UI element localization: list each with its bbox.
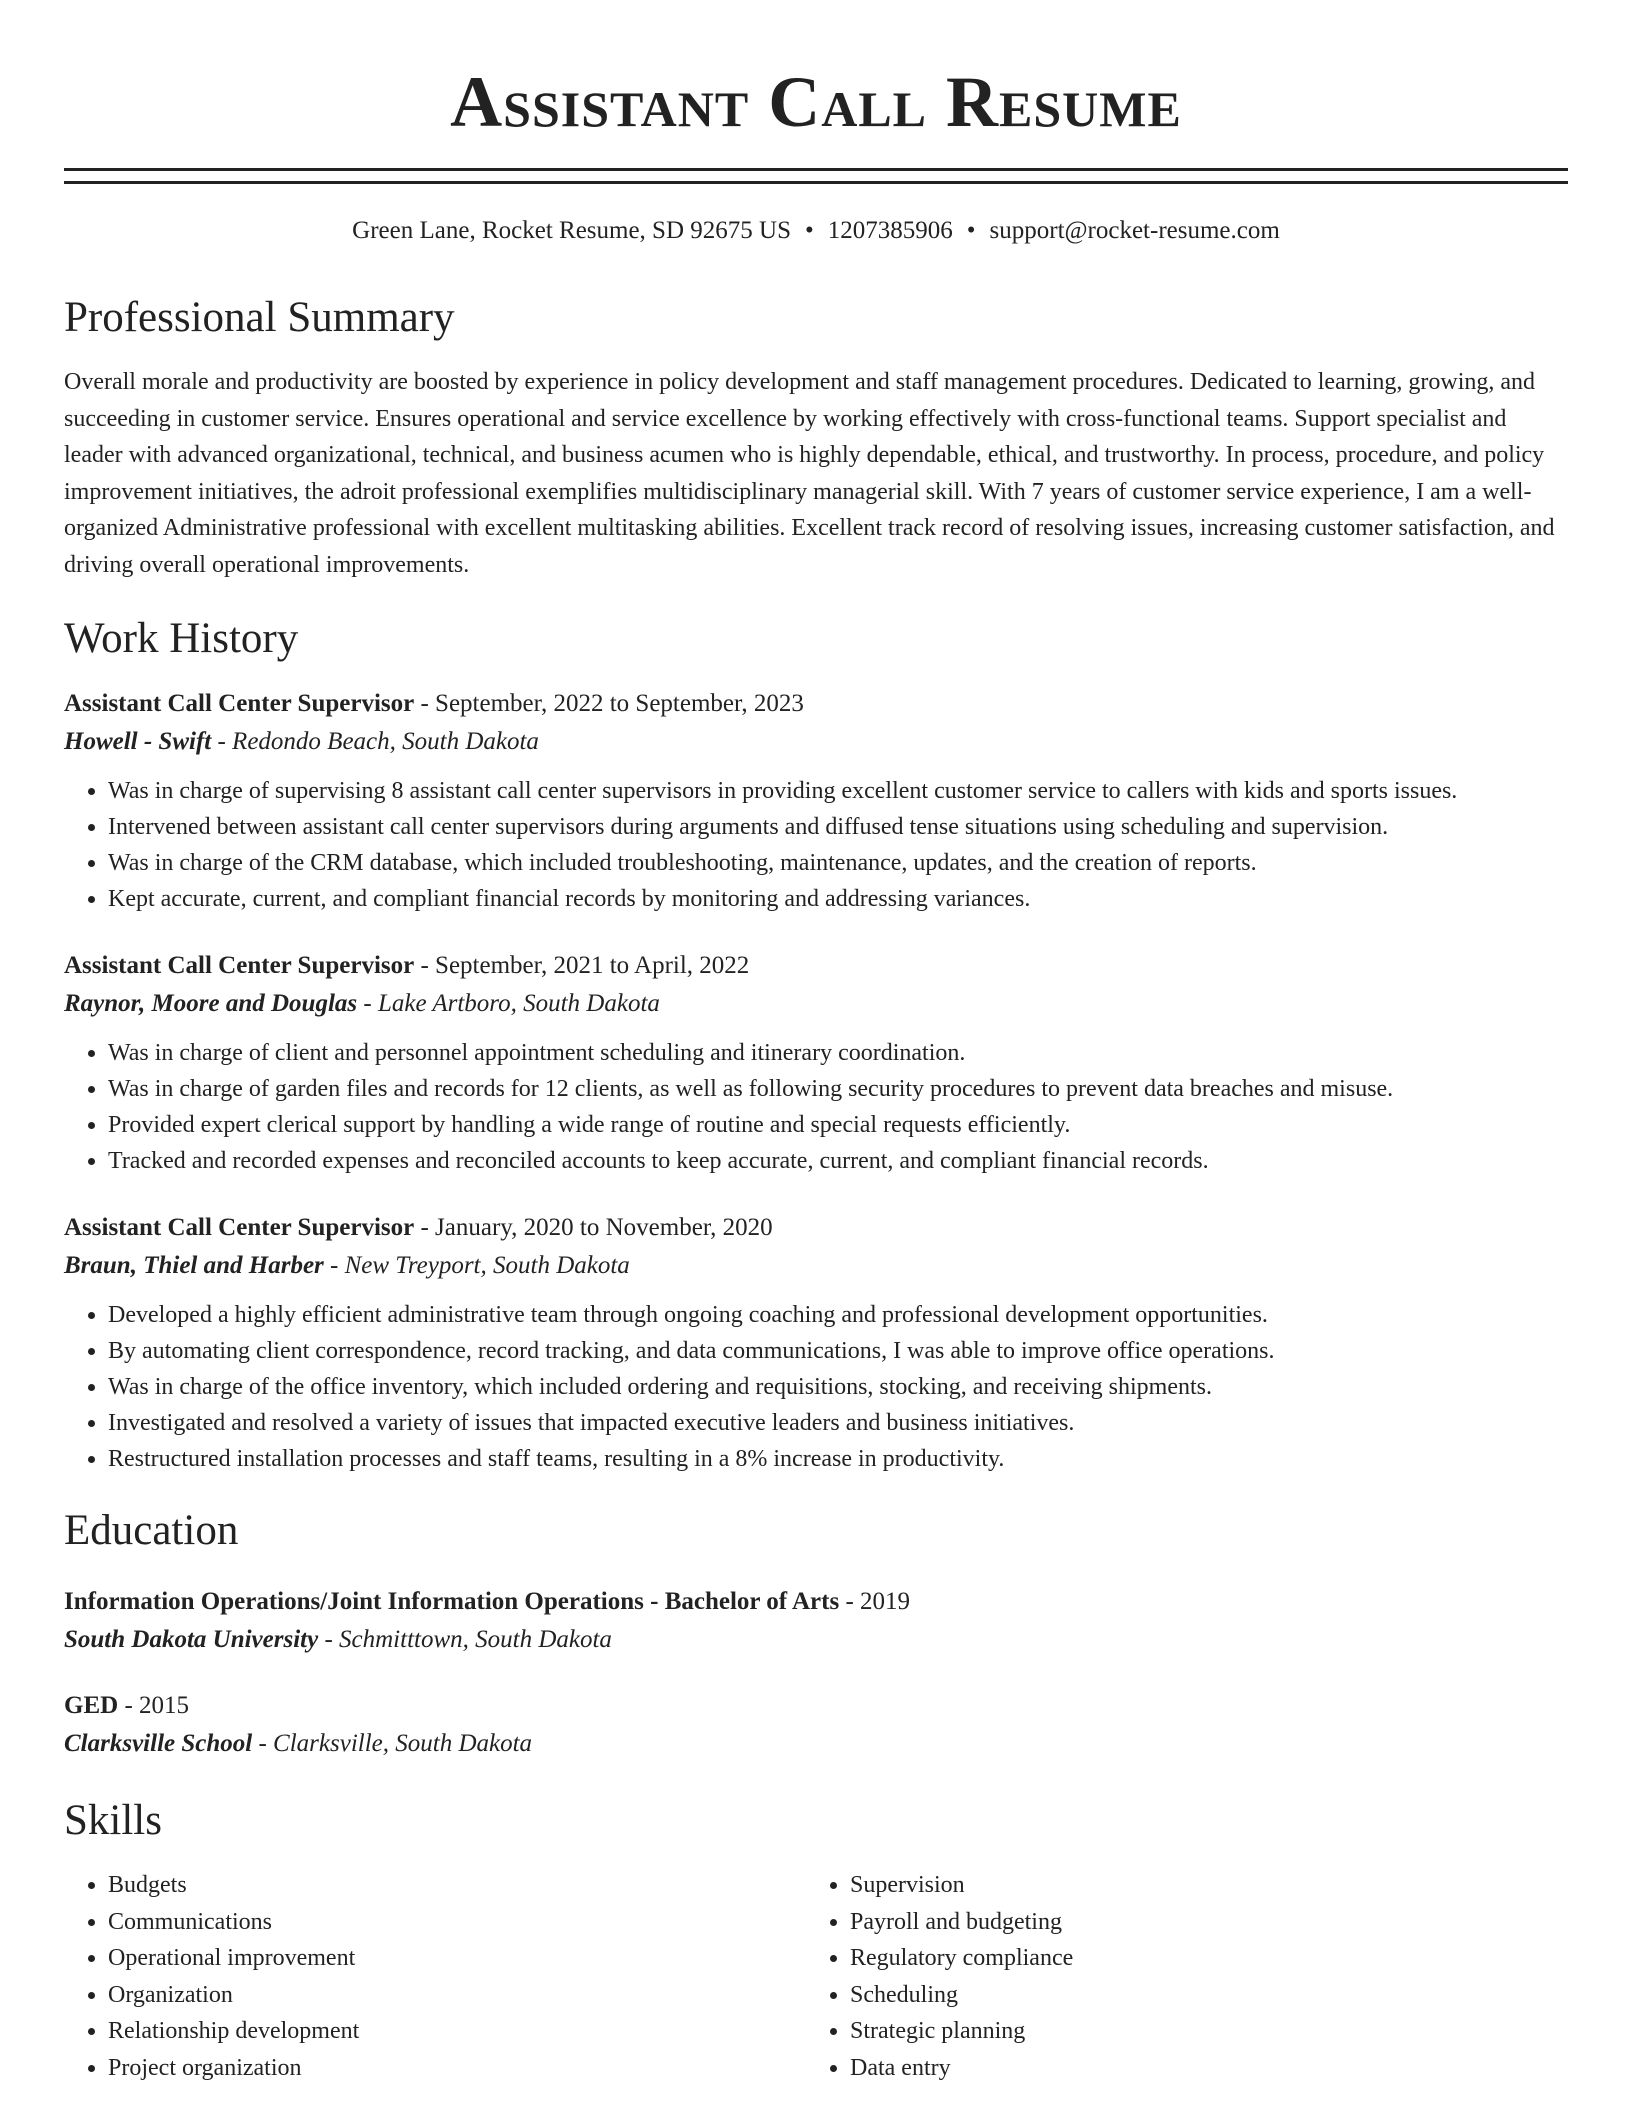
job-bullet: • Was in charge of the office inventory, which included ordering and requisitions, stocking, and receiving shipments. xyxy=(108,1369,1568,1405)
job-company-line xyxy=(64,985,1568,1023)
job-entry xyxy=(64,947,1568,1179)
job-company: Raynor, Moore and Douglas xyxy=(64,990,358,1017)
job-company-line xyxy=(64,723,1568,761)
skill-item: • Relationship development xyxy=(108,2013,806,2050)
education-heading: Education xyxy=(64,1507,239,1554)
job-location: - Redondo Beach, South Dakota xyxy=(211,728,539,755)
education-degree: Information Operations/Joint Information Operations - Bachelor of Arts xyxy=(64,1588,840,1615)
job-bullet: • Tracked and recorded expenses and reconciled accounts to keep accurate, current, and compliant financial records. xyxy=(108,1143,1568,1179)
job-bullet: • Restructured installation processes and staff teams, resulting in a 8% increase in productivity. xyxy=(108,1441,1568,1477)
job-bullets xyxy=(64,1297,1568,1477)
job-bullet: • Kept accurate, current, and compliant financial records by monitoring and addressing variances. xyxy=(108,881,1568,917)
job-bullet: • Developed a highly efficient administrative team through ongoing coaching and professional development opportunities. xyxy=(108,1297,1568,1333)
skill-item: • Organization xyxy=(108,1977,806,2014)
contact-phone: 1207385906 xyxy=(827,217,953,244)
skills-column-right xyxy=(806,1867,1566,2086)
job-bullet: • Was in charge of client and personnel appointment scheduling and itinerary coordination. xyxy=(108,1035,1568,1071)
skill-item: • Regulatory compliance xyxy=(850,1940,1566,1977)
education-school: South Dakota University xyxy=(64,1626,319,1653)
education-school: Clarksville School xyxy=(64,1730,253,1757)
skill-item: • Communications xyxy=(108,1904,806,1941)
skill-item: • Supervision xyxy=(850,1867,1566,1904)
job-title-line xyxy=(64,947,1568,985)
education-entry xyxy=(64,1687,1568,1763)
job-dates: - January, 2020 to November, 2020 xyxy=(414,1214,773,1241)
job-title-line xyxy=(64,1209,1568,1247)
skill-item: • Operational improvement xyxy=(108,1940,806,1977)
skill-item: • Payroll and budgeting xyxy=(850,1904,1566,1941)
summary-heading: Professional Summary xyxy=(64,294,455,341)
job-company: Braun, Thiel and Harber xyxy=(64,1252,324,1279)
education-location: - Clarksville, South Dakota xyxy=(252,1730,533,1757)
skill-item: • Budgets xyxy=(108,1867,806,1904)
contact-separator: • xyxy=(966,217,976,244)
skill-item: • Scheduling xyxy=(850,1977,1566,2014)
job-bullets xyxy=(64,773,1568,917)
education-degree-line xyxy=(64,1687,1568,1725)
skill-item: • Data entry xyxy=(850,2050,1566,2087)
job-bullet: • Was in charge of supervising 8 assistant call center supervisors in providing excellent customer service to callers with kids and sports issues. xyxy=(108,773,1568,809)
job-bullets xyxy=(64,1035,1568,1179)
education-location: - Schmitttown, South Dakota xyxy=(318,1626,612,1653)
job-company: Howell - Swift xyxy=(64,728,212,755)
job-title: Assistant Call Center Supervisor xyxy=(64,952,415,979)
skill-item: • Project organization xyxy=(108,2050,806,2087)
job-entry xyxy=(64,685,1568,917)
contact-address: Green Lane, Rocket Resume, SD 92675 US xyxy=(352,217,791,244)
job-dates: - September, 2021 to April, 2022 xyxy=(414,952,750,979)
job-dates: - September, 2022 to September, 2023 xyxy=(414,690,804,717)
job-bullet: • Was in charge of the CRM database, which included troubleshooting, maintenance, updates, and the creation of reports. xyxy=(108,845,1568,881)
job-entry xyxy=(64,1209,1568,1477)
skills-column-left xyxy=(64,1867,806,2086)
skills-heading: Skills xyxy=(64,1797,162,1844)
job-title-line xyxy=(64,685,1568,723)
skill-item: • Strategic planning xyxy=(850,2013,1566,2050)
job-bullet: • Was in charge of garden files and records for 12 clients, as well as following security procedures to prevent data breaches and misuse. xyxy=(108,1071,1568,1107)
education-entry xyxy=(64,1583,1568,1659)
job-bullet: • Investigated and resolved a variety of issues that impacted executive leaders and business initiatives. xyxy=(108,1405,1568,1441)
education-degree: GED xyxy=(64,1692,119,1719)
education-school-line xyxy=(64,1621,1568,1659)
job-location: - New Treyport, South Dakota xyxy=(323,1252,630,1279)
job-company-line xyxy=(64,1247,1568,1285)
resume-name: Assistant Call Resume xyxy=(450,62,1182,142)
job-bullet: • Intervened between assistant call center supervisors during arguments and diffused tense situations using scheduling and supervision. xyxy=(108,809,1568,845)
job-bullet: • Provided expert clerical support by handling a wide range of routine and special requests efficiently. xyxy=(108,1107,1568,1143)
skills-list xyxy=(64,1867,1568,2086)
job-title: Assistant Call Center Supervisor xyxy=(64,690,415,717)
education-degree-line xyxy=(64,1583,1568,1621)
work-history-heading: Work History xyxy=(64,615,299,662)
job-bullet: • By automating client correspondence, record tracking, and data communications, I was able to improve office operations. xyxy=(108,1333,1568,1369)
education-school-line xyxy=(64,1725,1568,1763)
header-double-rule xyxy=(64,168,1568,184)
education-year: - 2019 xyxy=(839,1588,911,1615)
contact-separator: • xyxy=(804,217,814,244)
contact-email: support@rocket-resume.com xyxy=(989,217,1280,244)
job-title: Assistant Call Center Supervisor xyxy=(64,1214,415,1241)
education-year: - 2015 xyxy=(118,1692,190,1719)
summary-text: Overall morale and productivity are boosted by experience in policy development and staff management procedures. Dedicated to learning, growing, and succeeding in customer service. Ensures operational and service excellence by working effectively with cross-functional teams. Support specialist and leader with advanced organizational, technical, and business acumen who is highly dependable, ethical, and trustworthy. In process, procedure, and policy improvement initiatives, the adroit professional exemplifies multidisciplinary managerial skill. With 7 years of customer service experience, I am a well-organized Administrative professional with excellent multitasking abilities. Excellent track record of resolving issues, increasing customer satisfaction, and driving overall operational improvements. xyxy=(64,369,1555,578)
contact-line xyxy=(64,214,1568,248)
job-location: - Lake Artboro, South Dakota xyxy=(357,990,660,1017)
